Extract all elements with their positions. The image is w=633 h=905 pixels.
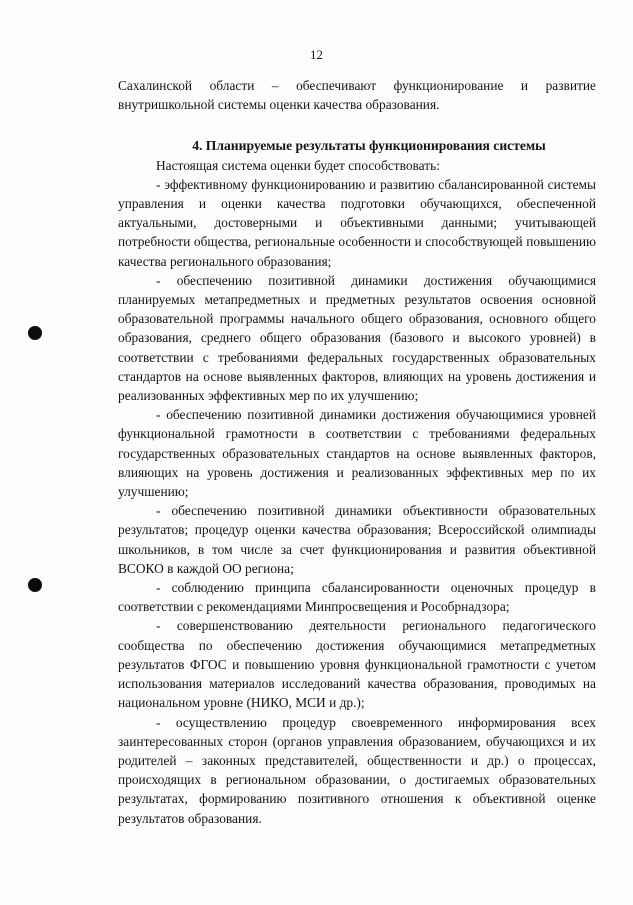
list-item: - совершенствованию деятельности регионального педагогического сообщества по обеспечению достижения обучающимися метапредметных результатов ФГОС и повышению уровня функциональной грамотности с учетом использования материалов исследований качества образования, проводимых на национальном уровне (НИКО, МСИ и др.); xyxy=(118,618,596,711)
list-item: - осуществлению процедур своевременного информирования всех заинтересованных сторон (органов управления образованием, обучающихся и их родителей – законных представителей, общественности и др.) о процессах, происходящих в региональном образовании, о достигаемых образовательных результатах, формированию позитивного отношения к объективной оценке результатов образования. xyxy=(118,714,596,826)
list-item: - обеспечению позитивной динамики достижения обучающимися уровней функциональной грамотности в соответствии с требованиями федеральных государственных образовательных стандартов на основе выявленных факторов, влияющих на уровень достижения и реализованных эффективных мер по их улучшению; xyxy=(118,407,596,500)
intro-paragraph: Сахалинской области – обеспечивают функционирование и развитие внутришкольной системы оценки качества образования. xyxy=(118,78,596,113)
page-number: 12 xyxy=(310,47,323,62)
punch-hole xyxy=(28,578,42,592)
section-heading: 4. Планируемые результаты функционирования системы xyxy=(192,138,546,154)
list-item: - эффективному функционированию и развитию сбалансированной системы управления и оценки качества подготовки обучающихся, обеспеченной актуальными, достоверными и объективными данными; учитывающей потребности общества, региональные особенности и способствующей повышению качества регионального образования; xyxy=(118,176,596,269)
punch-hole xyxy=(28,326,42,340)
list-item: - обеспечению позитивной динамики достижения обучающимися планируемых метапредметных и предметных результатов освоения основной образовательной программы начального общего образования, основного общего образования, среднего общего образования (базового и высокого уровней) в соответствии с требованиями федеральных государственных образовательных стандартов на основе выявленных факторов, влияющих на уровень достижения и реализованных эффективных мер по их улучшению; xyxy=(118,272,596,404)
section-lead: Настоящая система оценки будет способствовать: xyxy=(156,157,440,173)
document-body xyxy=(118,76,596,828)
list-item: - соблюдению принципа сбалансированности оценочных процедур в соответствии с рекомендациями Минпросвещения и Рособрнадзора; xyxy=(118,580,596,615)
list-item: - обеспечению позитивной динамики объективности образовательных результатов; процедур оценки качества образования; Всероссийской олимпиады школьников, в том числе за счет функционирования и развития объективной ВСОКО в каждой ОО региона; xyxy=(118,503,596,576)
